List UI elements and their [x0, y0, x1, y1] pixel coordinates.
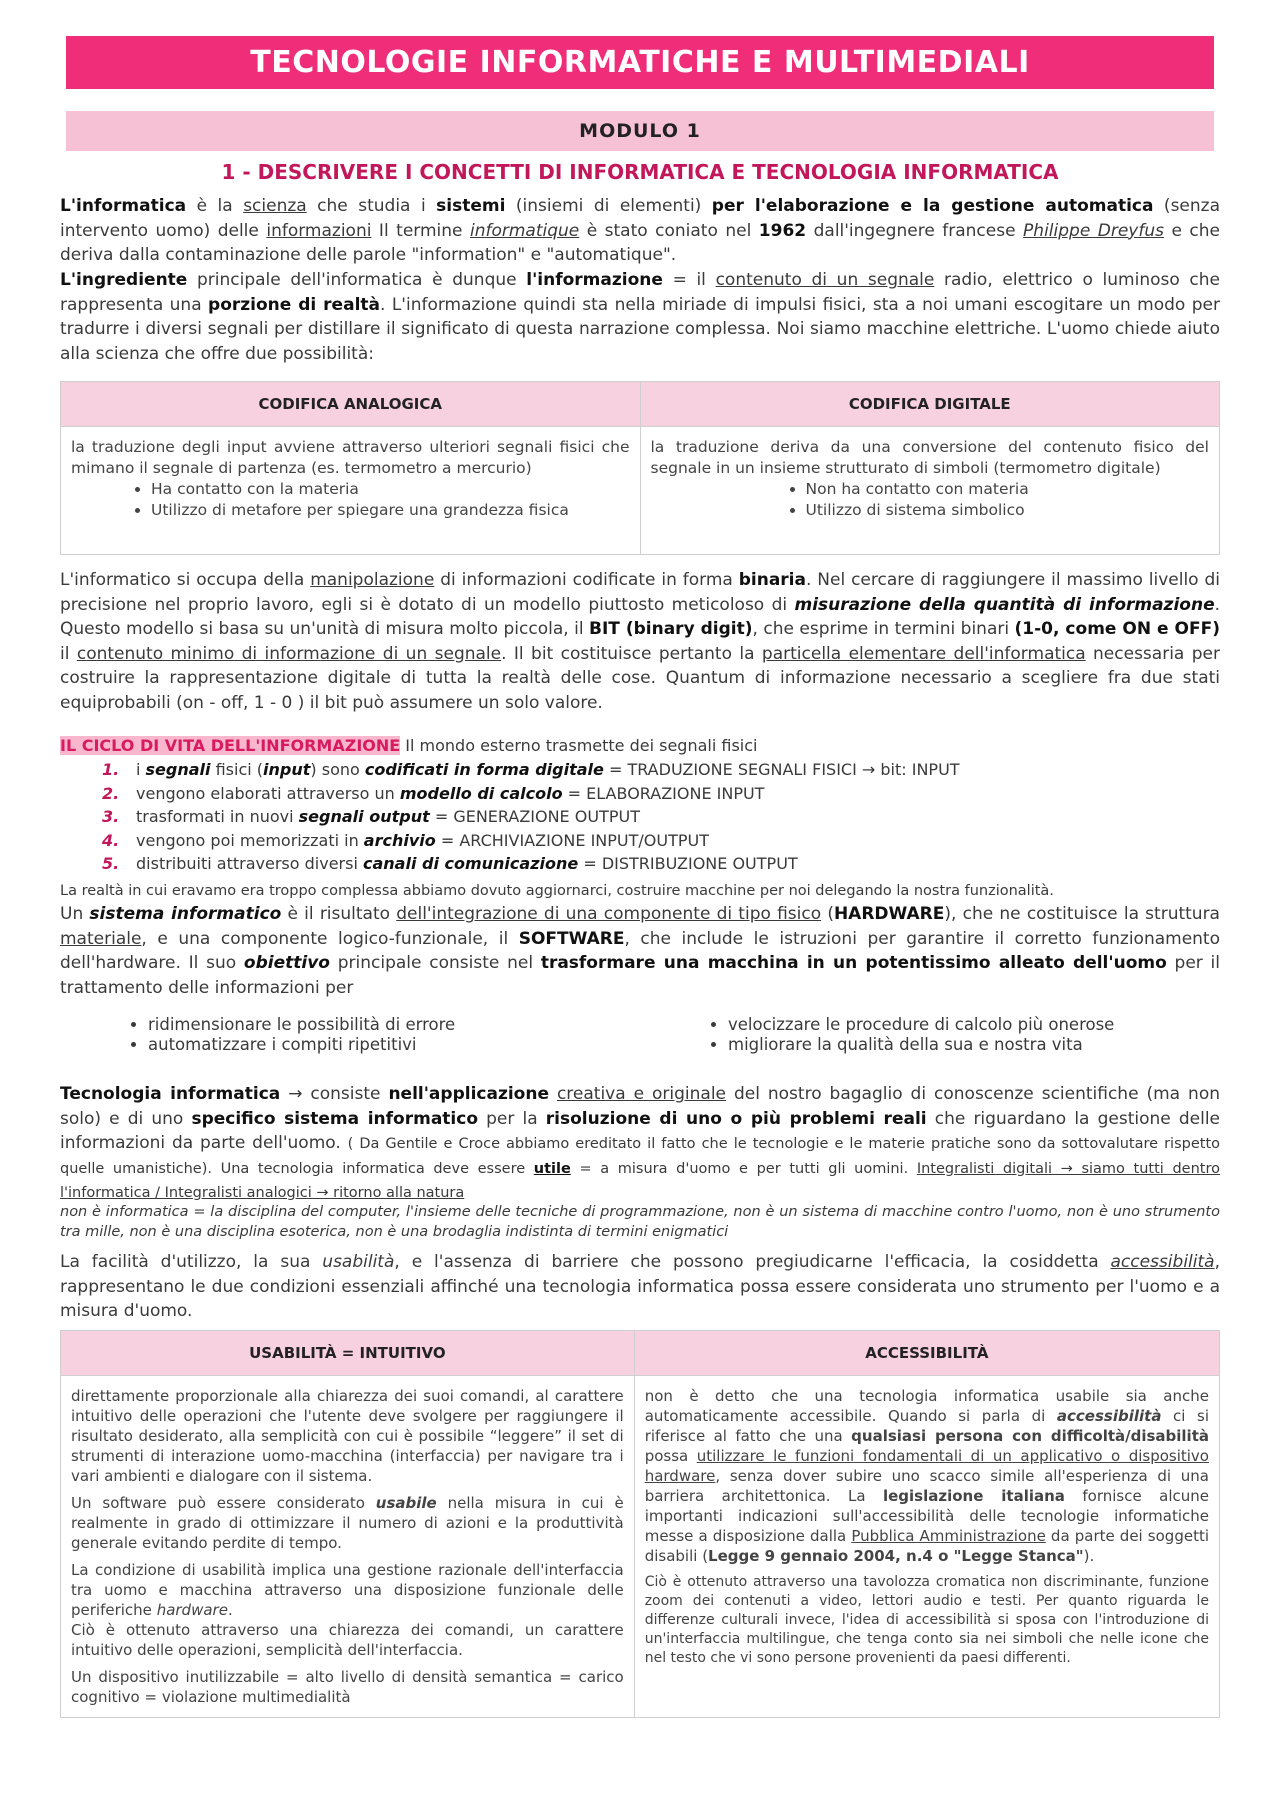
text-bold: legislazione italiana [882, 1487, 1065, 1505]
text-underlined: informazioni [266, 220, 372, 241]
paragraph-sistema [60, 902, 1220, 1000]
text-bold: SOFTWARE [518, 928, 625, 949]
step-number: 4. [102, 830, 120, 850]
text-bold: sistemi [436, 196, 506, 216]
text: = ARCHIVIAZIONE INPUT/OUTPUT [435, 830, 709, 850]
text-underlined: creativa e originale [556, 1084, 727, 1104]
text-underlined: Integralisti digitali → siamo tutti dentro l'informatica / Integralisti analogici → ritorno alla natura [60, 1160, 1220, 1201]
text: = DISTRIBUZIONE OUTPUT [578, 854, 798, 873]
text: è stato coniato nel [579, 220, 759, 241]
text: per la [478, 1108, 546, 1129]
text-bold-italic: modello di calcolo [399, 783, 563, 803]
text-bold: risoluzione di uno o più problemi reali [545, 1108, 927, 1129]
cycle-steps [60, 758, 1220, 876]
text-bold: qualsiasi persona con difficoltà/disabilità [851, 1427, 1209, 1445]
text: ). [1083, 1547, 1095, 1565]
cell-text: Ciò è ottenuto attraverso una tavolozza cromatica non discriminante, funzione zoom dei contenuti a video, lettori audio e testi. Per quanto riguarda le differenze culturali invece, l'idea di accessibilità si sposa con l'introduzione di un'interfaccia multilingue, che tenga conto sia nei simboli che nelle icone che nel testo che vi sono persone provenienti da paesi differenti. [644, 1574, 1209, 1666]
text-underlined: materiale [60, 928, 142, 949]
cycle-label: IL CICLO DI VITA DELL'INFORMAZIONE [60, 736, 401, 755]
text-bold-italic: misurazione della quantità di informazione [794, 594, 1215, 615]
text-bold: Legge 9 gennaio 2004, n.4 o "Legge Stanca" [708, 1547, 1084, 1565]
text: (senza intervento uomo) delle [60, 196, 1220, 241]
text: , che esprime in termini binari [752, 619, 1015, 639]
text: . L'informazione quindi sta nella miriade di impulsi fisici, sta a noi umani escogitare un modo per tradurre i diversi segnali per distillare il significato di questa narrazione complessa. Noi siamo macchine elettriche. L'uomo chiede aiuto alla scienza che offre due possibilità: [60, 294, 1220, 364]
text-bold-italic: canali di comunicazione [362, 854, 579, 873]
table-cell-analogica [61, 427, 641, 555]
section-title: 1 - DESCRIVERE I CONCETTI DI INFORMATICA E TECNOLOGIA INFORMATICA [221, 160, 1059, 184]
text-bold: porzione di realtà [208, 294, 380, 315]
text: principale dell'informatica è dunque [187, 270, 527, 290]
paragraph-informatica [60, 194, 1220, 268]
list-item [60, 782, 1220, 806]
text: (insiemi di elementi) [505, 196, 712, 216]
text-italic: non è informatica = la disciplina del computer, l'insieme delle tecniche di programmazione, non è un sistema di macchine contro l'uomo, non è uno strumento tra mille, non è una disciplina esoterica, non è una brodaglia indistinta di termini enigmatici [60, 1204, 1220, 1240]
text: , che include le istruzioni per garantire il corretto funzionamento dell'hardware. Il suo [60, 928, 1220, 973]
text-underlined: scienza [243, 196, 307, 216]
list-item: • Ha contatto con la materia [151, 479, 630, 500]
text: vengono elaborati attraverso un [136, 783, 400, 803]
table-header-digitale: CODIFICA DIGITALE [640, 382, 1220, 427]
paragraph-usabilita [60, 1250, 1220, 1324]
text-bold: l'informazione [526, 270, 663, 290]
text-bold: BIT (binary digit) [589, 619, 753, 639]
text [549, 1084, 557, 1104]
codifica-table [60, 381, 1220, 555]
text: non è detto che una tecnologia informatica usabile sia anche automaticamente accessibile. Quando si parla di [644, 1387, 1209, 1425]
text-bold: specifico sistema informatico [191, 1108, 479, 1129]
text: fornisce alcune importanti indicazioni sull'accessibilità delle tecnologie informatiche messe a disposizione dalla [644, 1487, 1209, 1545]
paragraph-bit [60, 568, 1220, 715]
paragraph-non-informatica [60, 1202, 1220, 1242]
title-banner [66, 36, 1214, 89]
text: , e una componente logico-funzionale, il [141, 928, 519, 949]
text: necessaria per costruire la rappresentazione digitale di tutta la realtà delle cose. Quantum di informazione necessario a scegliere fra due stati equiprobabili (on - off, 1 - 0 ) il bit può assumere un solo valore. [60, 643, 1220, 713]
text-bold: nell'applicazione [388, 1084, 549, 1104]
text: e che deriva dalla contaminazione delle parole "information" e "automatique". [60, 220, 1220, 265]
table-cell-digitale [640, 427, 1220, 555]
text-bold: 1962 [758, 220, 807, 241]
list-item: • automatizzare i compiti ripetitivi [148, 1035, 640, 1055]
list-item [60, 829, 1220, 853]
text: ), che ne costituisce la struttura [944, 904, 1220, 924]
text: = ELABORAZIONE INPUT [562, 783, 765, 803]
text-bold: (1-0, come ON e OFF) [1014, 619, 1220, 639]
text: ) sono [310, 760, 365, 779]
text: La facilità d'utilizzo, la sua [60, 1252, 323, 1272]
text: La condizione di usabilità implica una gestione razionale dell'interfaccia tra uomo e macchina attraverso una disposizione funzionale delle periferiche [71, 1561, 624, 1619]
table-cell-usabilita [61, 1376, 635, 1718]
text-underlined: manipolazione [310, 570, 435, 590]
text: è la [186, 196, 244, 216]
text-underlined: particella elementare dell'informatica [761, 643, 1086, 664]
text-bold-italic: segnali output [298, 807, 430, 826]
text-small: = a misura d'uomo e per tutti gli uomini. [570, 1160, 917, 1177]
text: . Nel cercare di raggiungere il massimo livello di precisione nel proprio lavoro, egli si è dotato di un modello piuttosto meticoloso di [60, 570, 1220, 615]
text-bold-italic: accessibilità [1056, 1407, 1162, 1425]
text-underlined: contenuto di un segnale [715, 270, 935, 290]
list-item: • velocizzare le procedure di calcolo più onerose [728, 1015, 1220, 1035]
step-number: 3. [102, 807, 120, 826]
text-italic: informatique [469, 220, 580, 241]
text: = TRADUZIONE SEGNALI FISICI → bit: INPUT [603, 760, 960, 779]
text: radio, elettrico o luminoso che rappresenta una [60, 270, 1220, 315]
list-item: • Utilizzo di sistema simbolico [806, 500, 1210, 521]
objectives-list [60, 1015, 1220, 1055]
text: Il termine [371, 220, 470, 241]
text-bold-italic: input [263, 760, 311, 779]
text-bold-italic: usabile [375, 1494, 437, 1512]
text: possa [644, 1447, 697, 1465]
table-header-usabilita: USABILITÀ = INTUITIVO [61, 1331, 635, 1376]
list-item [60, 758, 1220, 782]
cell-text: la traduzione degli input avviene attraverso ulteriori segnali fisici che mimano il segnale di partenza (es. termometro a mercurio) [71, 438, 630, 477]
text: distribuiti attraverso diversi [136, 854, 363, 873]
text-bold: trasformare una macchina in un potentissimo alleato dell'uomo [540, 953, 1167, 973]
table-header-accessibilita: ACCESSIBILITÀ [634, 1331, 1219, 1376]
document-title: TECNOLOGIE INFORMATICHE E MULTIMEDIALI [250, 45, 1030, 80]
text: , e l'assenza di barriere che possono pregiudicarne l'efficacia, la cosiddetta [394, 1252, 1111, 1272]
text-bold-italic: codificati in forma digitale [364, 760, 604, 779]
text: Il mondo esterno trasmette dei segnali fisici [400, 736, 758, 755]
table-cell-accessibilita [634, 1376, 1219, 1718]
cycle-note: La realtà in cui eravamo era troppo complessa abbiamo dovuto aggiornarci, costruire macchine per noi delegando la nostra funzionalità. [60, 883, 1054, 899]
text: L'informatico si occupa della [60, 570, 311, 590]
text-bold: utile [533, 1160, 571, 1177]
cell-text [71, 1493, 624, 1553]
text: principale consiste nel [329, 953, 541, 973]
text-bold: binaria [738, 570, 806, 590]
text: trasformati in nuovi [136, 807, 299, 826]
step-number: 1. [102, 760, 120, 779]
cell-text: Ciò è ottenuto attraverso una chiarezza dei comandi, un carattere intuitivo delle operazioni, semplicità dell'interfaccia. [71, 1621, 624, 1659]
module-banner [66, 111, 1214, 151]
step-number: 5. [102, 854, 120, 873]
cell-text: direttamente proporzionale alla chiarezza dei suoi comandi, al carattere intuitivo delle operazioni che l'utente deve svolgere per raggiungere il risultato desiderato, alla semplicità con cui è possibile “leggere” il set di strumenti di interazione uomo-macchina (interfaccia) per navigare tra i vari ambienti e dialogare con il sistema. [71, 1387, 624, 1485]
text: il [60, 643, 77, 664]
table-header-analogica: CODIFICA ANALOGICA [61, 382, 641, 427]
text-italic: usabilità [322, 1252, 395, 1272]
paragraph-tecnologia [60, 1082, 1220, 1205]
text: ci si riferisce al fatto che una [644, 1407, 1209, 1445]
text: ( [821, 904, 834, 924]
text: nella misura in cui è realmente in grado di ottimizzare il numero di azioni e la produttività generale evitando perdite di tempo. [71, 1494, 624, 1552]
text-bold: HARDWARE [833, 904, 945, 924]
text-italic: Philippe Dreyfus [1023, 220, 1164, 241]
list-item [60, 852, 1220, 876]
step-number: 2. [102, 783, 120, 803]
cell-text [71, 1560, 624, 1620]
text-bold-italic: obiettivo [243, 953, 330, 973]
paragraph-ingrediente [60, 268, 1220, 366]
module-title: MODULO 1 [579, 120, 701, 142]
text: da parte dei soggetti disabili ( [644, 1527, 1209, 1565]
text-small: ( Da Gentile e Croce abbiamo ereditato il fatto che le tecnologie e le materie pratiche sono da sottovalutare rispetto quelle umanistiche). Una tecnologia informatica deve essere [60, 1136, 1221, 1177]
text-bold: Tecnologia informatica [60, 1084, 281, 1104]
text: fisici ( [210, 760, 264, 779]
text: i [136, 760, 146, 779]
text: . Questo modello si basa su un'unità di misura molto piccola, il [60, 594, 1221, 639]
text-bold-italic: segnali [145, 760, 211, 779]
text-italic: accessibilità [1110, 1252, 1215, 1272]
cell-text [645, 1386, 1209, 1566]
text: . [227, 1601, 233, 1619]
text-italic: hardware [156, 1601, 228, 1619]
cycle-intro [60, 735, 1220, 757]
text: = GENERAZIONE OUTPUT [429, 807, 640, 826]
text: che riguardano la gestione delle informazioni da parte dell'uomo. [60, 1108, 1221, 1153]
list-item [60, 805, 1220, 829]
text-bold: L'informatica [60, 196, 187, 216]
text: vengono poi memorizzati in [136, 830, 364, 850]
cell-text: la traduzione deriva da una conversione del contenuto fisico del segnale in un insieme strutturato di simboli (termometro digitale) [650, 438, 1209, 477]
text: del nostro bagaglio di conoscenze scientifiche (ma non solo) e di uno [60, 1084, 1220, 1129]
list-item: • ridimensionare le possibilità di errore [148, 1015, 640, 1035]
text: , rappresentano le due condizioni essenziali affinché una tecnologia informatica possa essere considerata uno strumento per l'uomo e a misura d'uomo. [60, 1252, 1220, 1321]
cell-text: Un dispositivo inutilizzabile = alto livello di densità semantica = carico cognitivo = violazione multimedialità [71, 1668, 624, 1706]
text: che studia i [306, 196, 437, 216]
text: Un software può essere considerato [71, 1494, 376, 1512]
text: , senza dover subire uno scacco simile all'esperienza di una barriera architettonica. La [644, 1467, 1209, 1505]
text-bold: L'ingrediente [60, 270, 188, 290]
text: per il trattamento delle informazioni per [60, 953, 1220, 998]
text-underlined: Pubblica Amministrazione [851, 1527, 1046, 1545]
usabilita-accessibilita-table [60, 1330, 1220, 1718]
text-underlined: utilizzare le funzioni fondamentali di un applicativo o dispositivo hardware [644, 1447, 1209, 1485]
list-item: • Non ha contatto con materia [806, 479, 1210, 500]
text: dall'ingegnere francese [806, 220, 1024, 241]
text-bold-italic: sistema informatico [89, 904, 282, 924]
text-bold: per l'elaborazione e la gestione automatica [711, 196, 1154, 216]
list-item: • migliorare la qualità della sua e nostra vita [728, 1035, 1220, 1055]
text-bold-italic: archivio [363, 830, 436, 850]
text: di informazioni codificate in forma [434, 570, 739, 590]
text: Un [60, 904, 90, 924]
text: . Il bit costituisce pertanto la [501, 643, 762, 664]
text: → consiste [280, 1084, 389, 1104]
text: è il risultato [281, 904, 397, 924]
text: = il [662, 270, 716, 290]
text-underlined: contenuto minimo di informazione di un segnale [76, 643, 502, 664]
list-item: • Utilizzo di metafore per spiegare una grandezza fisica [151, 500, 630, 521]
text-underlined: dell'integrazione di una componente di tipo fisico [396, 904, 822, 924]
